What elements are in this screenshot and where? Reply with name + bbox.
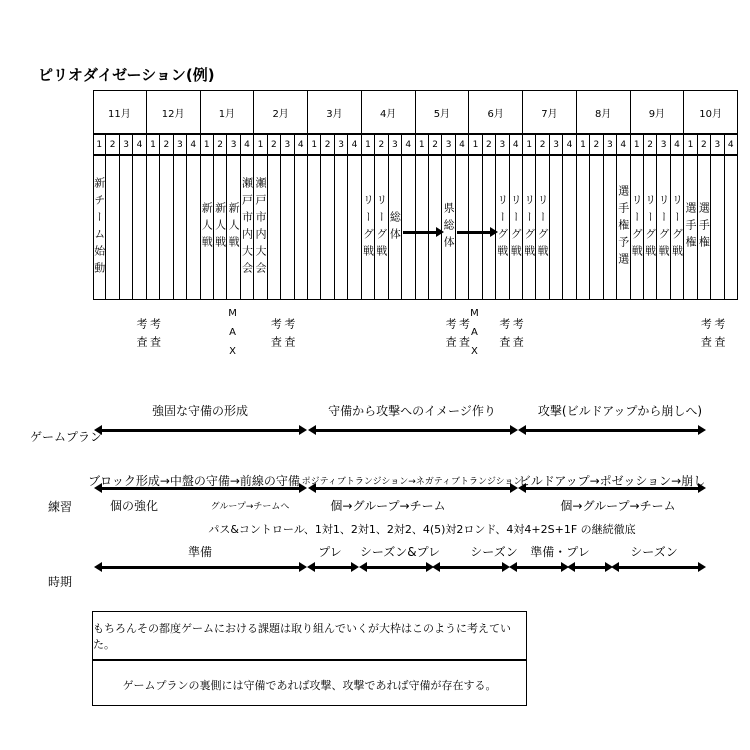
event-cell [631, 156, 644, 299]
max-mark: MAX [468, 308, 480, 365]
event-cell [523, 156, 536, 299]
max-mark: MAX [227, 308, 239, 365]
event-label: 選手権 [683, 202, 697, 253]
month-header: 1月 [201, 91, 255, 133]
practice-sub-4: 個→グループ→チーム [560, 499, 676, 513]
week-header: 4 [241, 133, 254, 156]
game-plan-arrow [311, 429, 515, 432]
week-header: 3 [389, 133, 402, 156]
period-arrow [570, 566, 610, 569]
month-header: 4月 [362, 91, 416, 133]
event-label: 瀬戸市内大会 [253, 176, 267, 279]
week-header: 4 [456, 133, 469, 156]
week-header: 4 [187, 133, 200, 156]
month-header: 3月 [308, 91, 362, 133]
week-header: 2 [160, 133, 173, 156]
period-arrow [614, 566, 703, 569]
event-cell [375, 156, 388, 299]
game-plan-arrow [97, 429, 304, 432]
week-header: 1 [308, 133, 321, 156]
event-label: リーグ戦 [643, 193, 657, 262]
month-header: 12月 [147, 91, 201, 133]
note-2: ゲームプランの裏側には守備であれば攻撃、攻撃であれば守備が存在する。 [93, 659, 526, 708]
event-label: 新人戦 [227, 202, 241, 253]
month-header: 11月 [93, 91, 147, 133]
event-cell [469, 156, 482, 299]
event-cell [389, 156, 402, 299]
event-cell [402, 156, 415, 299]
period-arrow [512, 566, 566, 569]
practice-label: 練習 [48, 500, 73, 514]
event-cell [241, 156, 254, 299]
week-header: 4 [348, 133, 361, 156]
week-header: 2 [375, 133, 388, 156]
event-cell [268, 156, 281, 299]
week-header: 1 [362, 133, 375, 156]
exam-mark: 考査 [511, 318, 525, 354]
week-header: 3 [657, 133, 670, 156]
week-header: 3 [281, 133, 294, 156]
exam-mark: 考査 [269, 318, 283, 354]
week-header: 2 [536, 133, 549, 156]
period-arrow [97, 566, 304, 569]
month-header: 7月 [523, 91, 577, 133]
week-header: 2 [106, 133, 119, 156]
event-cell [201, 156, 214, 299]
week-header: 2 [590, 133, 603, 156]
practice-arrow [97, 487, 304, 490]
event-cell [698, 156, 711, 299]
notes-box [92, 611, 527, 706]
period-phase-2: プレ [318, 545, 342, 559]
week-header: 1 [201, 133, 214, 156]
practice-phase-3: ビルドアップ→ポゼッション→崩し [518, 474, 706, 488]
event-label: リーグ戦 [495, 193, 509, 262]
week-header: 1 [147, 133, 160, 156]
week-header: 2 [429, 133, 442, 156]
week-header: 2 [644, 133, 657, 156]
week-header: 2 [321, 133, 334, 156]
event-cell [604, 156, 617, 299]
event-label: リーグ戦 [657, 193, 671, 262]
event-cell [187, 156, 200, 299]
month-header: 6月 [469, 91, 523, 133]
event-cell [644, 156, 657, 299]
event-cell [617, 156, 630, 299]
event-cell [120, 156, 133, 299]
exam-mark: 考査 [148, 318, 162, 354]
event-cell [254, 156, 267, 299]
progress-arrow [457, 231, 495, 234]
exam-mark: 考査 [444, 318, 458, 354]
note-1: もちろんその都度ゲームにおける課題は取り組んでいくが大枠はこのように考えていた。 [93, 621, 511, 651]
week-header: 4 [510, 133, 523, 156]
event-cell [160, 156, 173, 299]
period-label: 時期 [48, 575, 73, 589]
week-header: 3 [335, 133, 348, 156]
calendar-table [93, 90, 738, 300]
week-header: 1 [254, 133, 267, 156]
event-label: リーグ戦 [361, 193, 375, 262]
event-cell [657, 156, 670, 299]
period-phase-4: シーズン [470, 545, 518, 559]
month-header: 8月 [577, 91, 631, 133]
event-cell [577, 156, 590, 299]
event-cell [147, 156, 160, 299]
event-cell [214, 156, 227, 299]
practice-sub-2: グループ→チームへ [210, 502, 290, 512]
period-arrow [362, 566, 431, 569]
event-cell [227, 156, 240, 299]
month-header: 2月 [254, 91, 308, 133]
page-title: ピリオダイゼーション(例) [38, 66, 215, 84]
event-cell [550, 156, 563, 299]
period-arrow [310, 566, 356, 569]
practice-phase-2: ポジティブトランジション→ネガティブトランジション [301, 477, 523, 487]
event-label: リーグ戦 [630, 193, 644, 262]
event-cell [174, 156, 187, 299]
event-cell [496, 156, 509, 299]
event-label: 選手権予選 [616, 185, 630, 270]
period-phase-3: シーズン&プレ [359, 545, 441, 559]
week-header: 1 [577, 133, 590, 156]
event-label: リーグ戦 [536, 193, 550, 262]
period-phase-1: 準備 [187, 545, 213, 559]
exam-mark: 考査 [497, 318, 511, 354]
event-cell [563, 156, 576, 299]
practice-continuous: パス&コントロール、1対1、2対1、2対2、4(5)対2ロンド、4対4+2S+1F の継続徹底 [208, 523, 636, 536]
practice-sub-1: 個の強化 [109, 499, 159, 513]
event-cell [281, 156, 294, 299]
game-plan-phase-1: 強固な守備の形成 [151, 404, 249, 418]
event-cell [711, 156, 724, 299]
event-cell [362, 156, 375, 299]
event-label: 総体 [388, 210, 402, 245]
event-label: 瀬戸市内大会 [240, 176, 254, 279]
period-phase-5: 準備・プレ [530, 545, 590, 559]
week-header: 3 [496, 133, 509, 156]
exam-mark: 考査 [135, 318, 149, 354]
week-header: 4 [402, 133, 415, 156]
week-header: 1 [684, 133, 697, 156]
week-header: 3 [604, 133, 617, 156]
week-header: 1 [523, 133, 536, 156]
event-cell [335, 156, 348, 299]
week-header: 3 [174, 133, 187, 156]
practice-arrow [521, 487, 703, 490]
month-header: 10月 [684, 91, 738, 133]
event-label: 新チーム始動 [92, 176, 106, 279]
event-cell [295, 156, 308, 299]
event-label: リーグ戦 [374, 193, 388, 262]
week-header: 4 [295, 133, 308, 156]
week-header: 4 [617, 133, 630, 156]
event-cell [442, 156, 455, 299]
week-header: 3 [711, 133, 724, 156]
practice-arrow [311, 487, 515, 490]
event-cell [93, 156, 106, 299]
week-header: 1 [93, 133, 106, 156]
week-header: 4 [563, 133, 576, 156]
event-cell [590, 156, 603, 299]
game-plan-label: ゲームプラン [30, 430, 103, 444]
week-header: 4 [133, 133, 146, 156]
event-label: 新人戦 [213, 202, 227, 253]
event-cell [684, 156, 697, 299]
event-cell [416, 156, 429, 299]
month-header: 9月 [631, 91, 685, 133]
event-cell [725, 156, 738, 299]
period-arrow [435, 566, 507, 569]
event-cell [348, 156, 361, 299]
event-cell [308, 156, 321, 299]
event-label: 新人戦 [200, 202, 214, 253]
exam-mark: 考査 [712, 318, 726, 354]
week-header: 2 [214, 133, 227, 156]
event-label: 選手権 [697, 202, 711, 253]
progress-arrow [403, 231, 441, 234]
event-cell [456, 156, 469, 299]
week-header: 4 [725, 133, 738, 156]
event-cell [321, 156, 334, 299]
practice-phase-1: ブロック形成→中盤の守備→前線の守備 [88, 474, 300, 488]
week-header: 3 [227, 133, 240, 156]
game-plan-phase-3: 攻撃(ビルドアップから崩しへ) [537, 404, 703, 418]
week-header: 3 [442, 133, 455, 156]
period-phase-6: シーズン [630, 545, 678, 559]
game-plan-phase-2: 守備から攻撃へのイメージ作り [328, 404, 496, 418]
week-header: 1 [631, 133, 644, 156]
week-header: 2 [698, 133, 711, 156]
game-plan-arrow [521, 429, 703, 432]
week-header: 3 [120, 133, 133, 156]
event-cell [133, 156, 146, 299]
event-label: リーグ戦 [670, 193, 684, 262]
week-header: 1 [416, 133, 429, 156]
week-header: 4 [671, 133, 684, 156]
event-cell [510, 156, 523, 299]
event-cell [106, 156, 119, 299]
week-header: 1 [469, 133, 482, 156]
exam-mark: 考査 [282, 318, 296, 354]
week-header: 2 [268, 133, 281, 156]
month-header: 5月 [416, 91, 470, 133]
event-label: 県総体 [442, 202, 456, 253]
exam-mark: 考査 [457, 318, 471, 354]
event-label: リーグ戦 [509, 193, 523, 262]
event-cell [671, 156, 684, 299]
exam-mark: 考査 [699, 318, 713, 354]
week-header: 3 [550, 133, 563, 156]
event-cell [536, 156, 549, 299]
practice-sub-3: 個→グループ→チーム [330, 499, 446, 513]
week-header: 2 [483, 133, 496, 156]
event-label: リーグ戦 [522, 193, 536, 262]
